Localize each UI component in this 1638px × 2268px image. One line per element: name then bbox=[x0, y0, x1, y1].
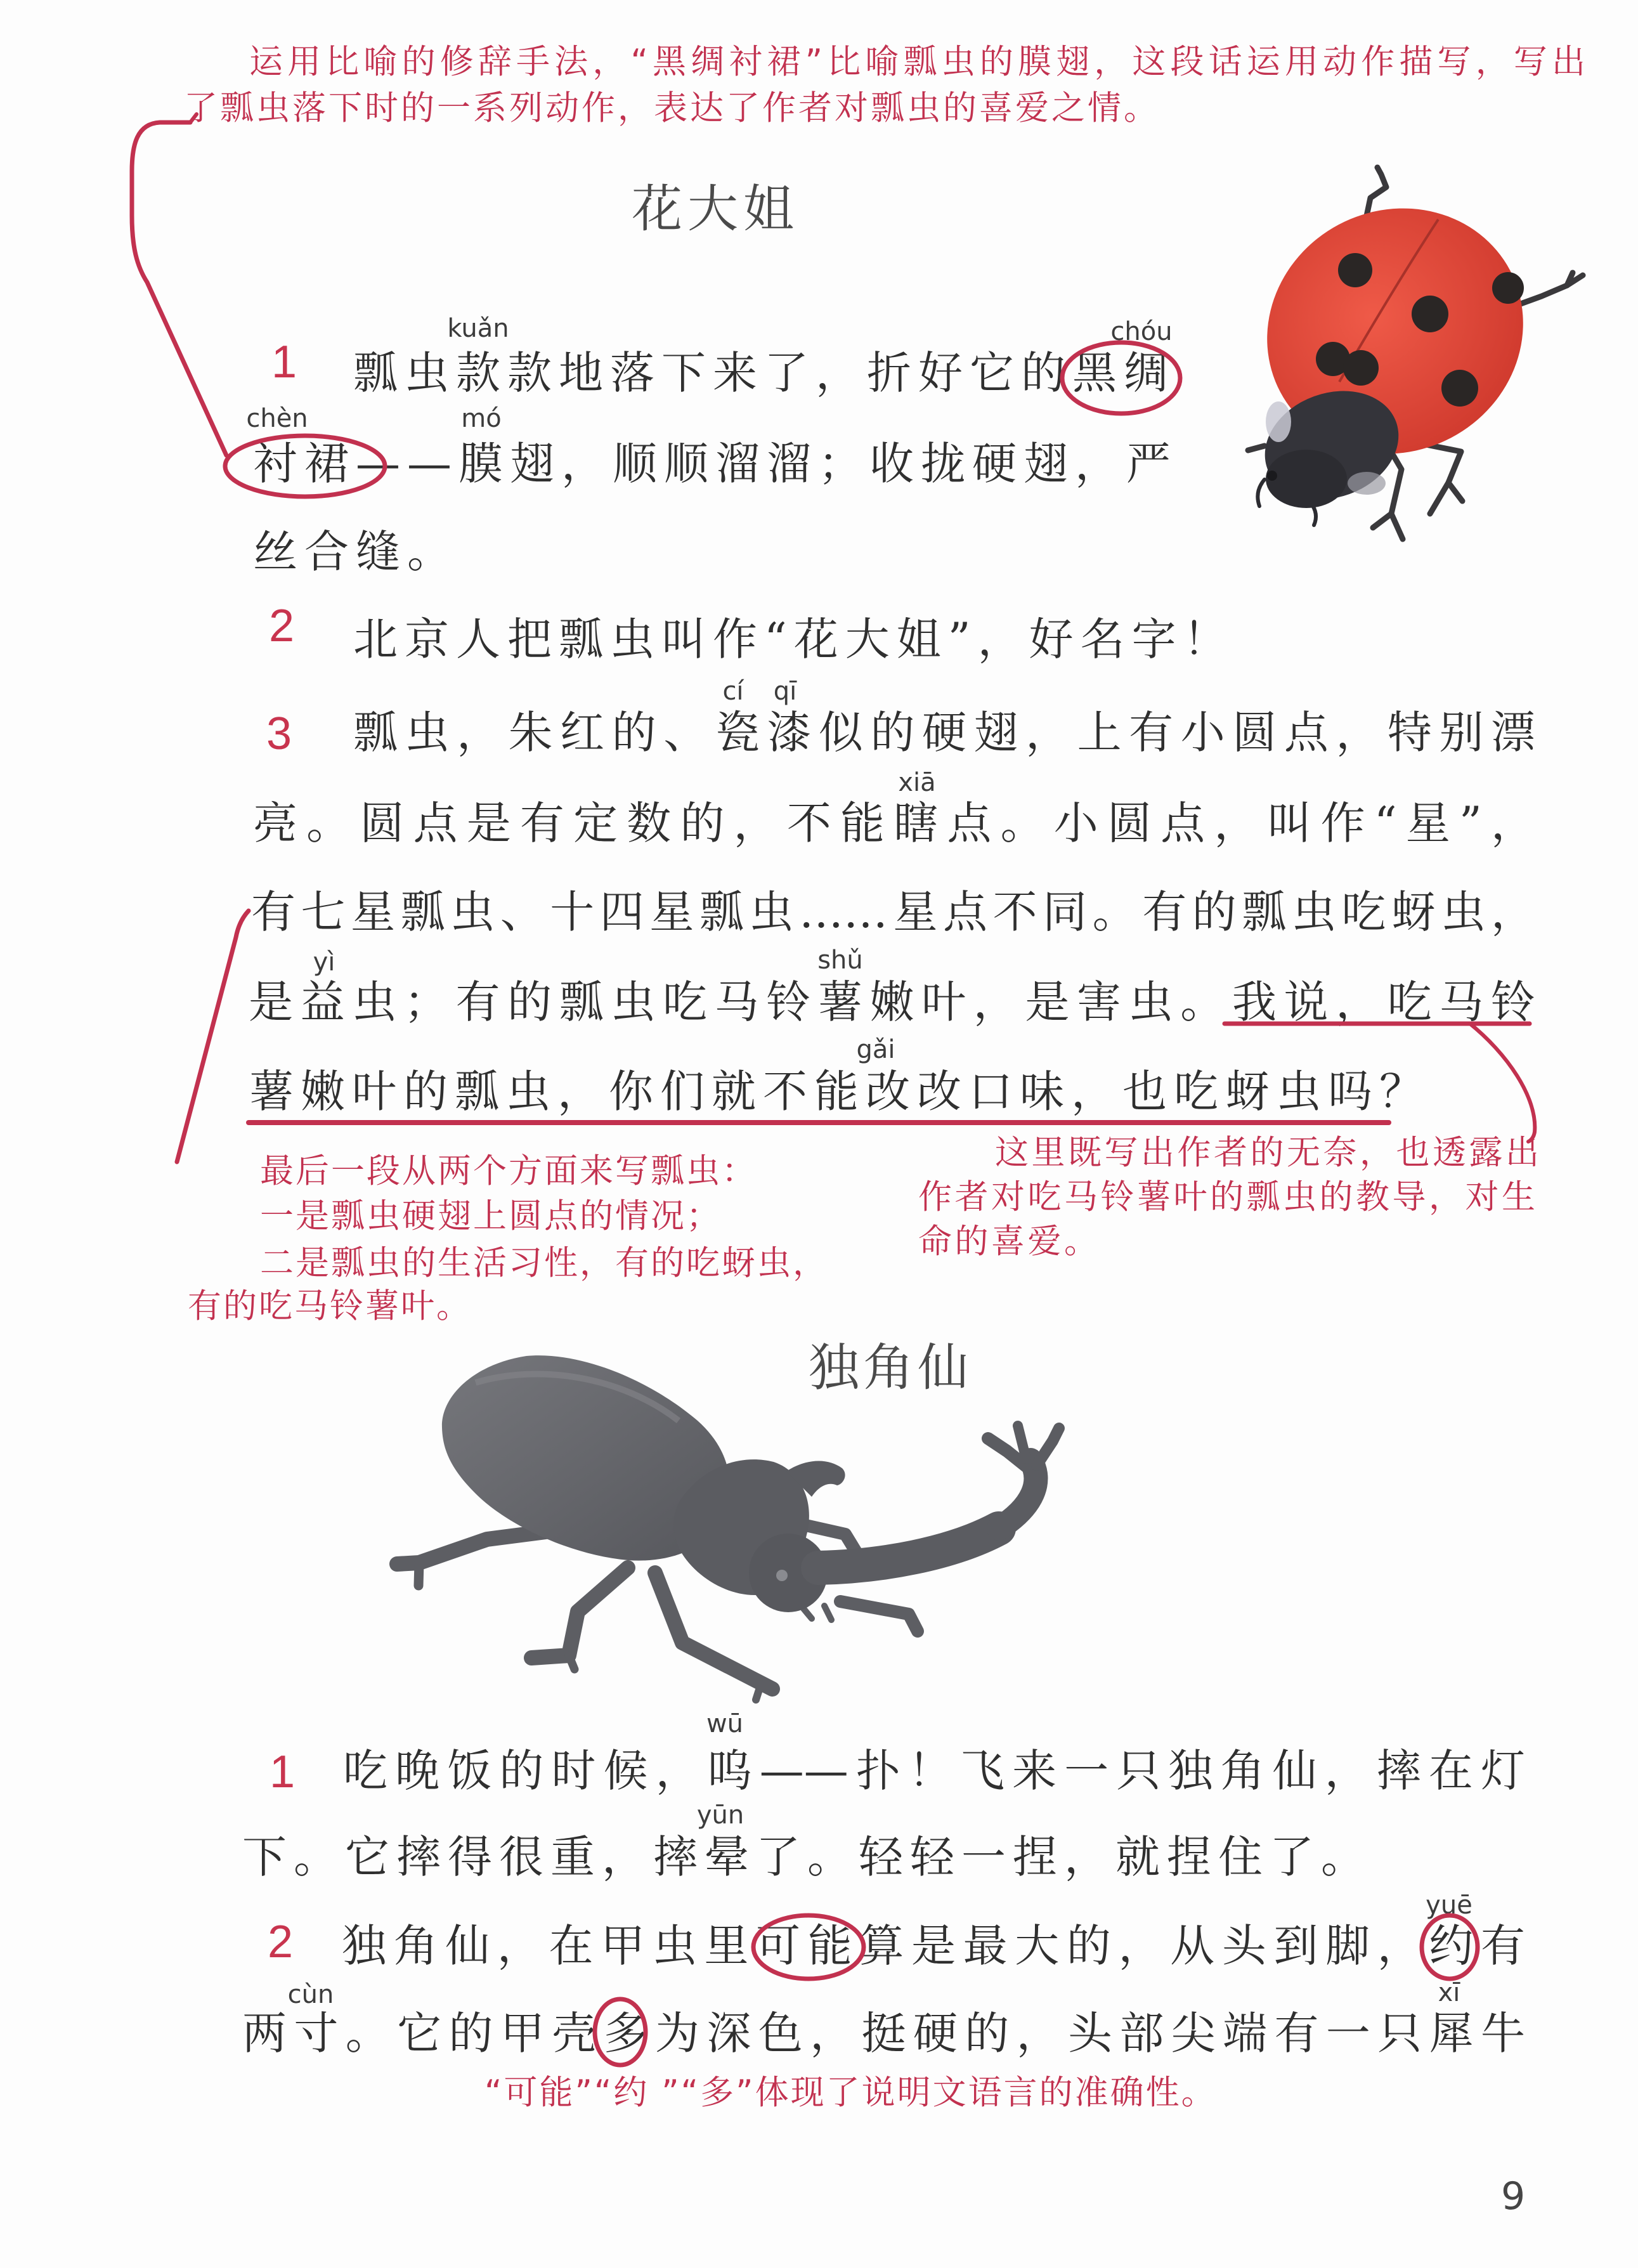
section-title-ladybug: 花大姐 bbox=[632, 179, 799, 238]
paragraph-number: 1 bbox=[270, 1747, 296, 1797]
rhinoceros-beetle-illustration bbox=[380, 1345, 1078, 1706]
annotation-top-line-1: 运用比喻的修辞手法，“黑绸衬裙”比喻瓢虫的膜翅，这段话运用动作描写，写出 bbox=[249, 42, 1585, 81]
annotation-comment-line: 这里既写出作者的无奈，也透露出 bbox=[995, 1133, 1542, 1172]
pinyin: cùn bbox=[287, 1980, 334, 2009]
bracket-line-paragraph-3 bbox=[177, 911, 249, 1162]
ladybug-illustration bbox=[1237, 159, 1592, 564]
annotation-comment-line: 命的喜爱。 bbox=[918, 1222, 1101, 1261]
text-line: 下。它摔得很重，摔晕了。轻轻一捏，就捏住了。 bbox=[242, 1831, 1372, 1883]
text-line: 薯嫩叶的瓢虫，你们就不能改改口味，也吃蚜虫吗？ bbox=[249, 1066, 1431, 1118]
text-line: 两寸。它的甲壳多为深色，挺硬的，头部尖端有一只犀牛 bbox=[242, 2007, 1525, 2059]
text-line: 亮。圆点是有定数的，不能瞎点。小圆点，叫作“星”， bbox=[253, 797, 1535, 849]
annotation-top-line-2: 了瓢虫落下时的一系列动作，表达了作者对瓢虫的喜爱之情。 bbox=[184, 89, 1160, 127]
paragraph-number: 3 bbox=[266, 708, 292, 759]
annotation-summary-line: 二是瓢虫的生活习性，有的吃蚜虫， bbox=[260, 1244, 828, 1282]
annotation-summary-line: 一是瓢虫硬翅上圆点的情况； bbox=[260, 1197, 722, 1235]
text-line: 独角仙，在甲虫里可能算是最大的，从头到脚，约有 bbox=[342, 1920, 1525, 1972]
pinyin: cí bbox=[722, 677, 744, 706]
annotation-summary-line: 有的吃马铃薯叶。 bbox=[188, 1287, 472, 1326]
annotation-comment-line: 作者对吃马铃薯叶的瓢虫的教导，对生 bbox=[918, 1178, 1538, 1216]
pinyin: xiā bbox=[898, 768, 936, 797]
pinyin: yì bbox=[313, 948, 335, 977]
pinyin: kuǎn bbox=[447, 314, 509, 343]
pinyin: mó bbox=[461, 404, 502, 433]
pinyin: chóu bbox=[1110, 317, 1173, 346]
text-line: 瓢虫款款地落下来了，折好它的黑绸 bbox=[353, 347, 1175, 399]
text-line: 瓢虫，朱红的、瓷漆似的硬翅，上有小圆点，特别漂 bbox=[353, 707, 1535, 759]
text-line: 北京人把瓢虫叫作“花大姐”，好名字！ bbox=[353, 613, 1235, 665]
pinyin: gǎi bbox=[856, 1035, 895, 1064]
ladybug-head bbox=[1266, 450, 1347, 508]
pinyin: qī bbox=[773, 677, 797, 706]
pinyin: yuē bbox=[1426, 1891, 1472, 1920]
text-line: 是益虫；有的瓢虫吃马铃薯嫩叶，是害虫。我说，吃马铃 bbox=[249, 976, 1535, 1028]
annotation-summary-line: 最后一段从两个方面来写瓢虫： bbox=[260, 1152, 757, 1190]
text-line: 衬裙——膜翅，顺顺溜溜；收拢硬翅，严 bbox=[253, 438, 1178, 490]
pinyin: yūn bbox=[696, 1801, 744, 1830]
annotation-bottom: “可能”“约 ”“多”体现了说明文语言的准确性。 bbox=[484, 2073, 1217, 2112]
connector-curve-right bbox=[1470, 1024, 1535, 1142]
paragraph-number: 2 bbox=[268, 1917, 294, 1967]
page-number: 9 bbox=[1501, 2174, 1526, 2219]
pinyin: chèn bbox=[246, 404, 308, 433]
paragraph-number: 2 bbox=[269, 601, 295, 651]
pinyin: wū bbox=[706, 1709, 744, 1738]
section-title-beetle: 独角仙 bbox=[809, 1338, 972, 1397]
text-line: 丝合缝。 bbox=[253, 526, 458, 578]
text-line: 吃晚饭的时候，呜——扑！飞来一只独角仙，摔在灯 bbox=[343, 1745, 1525, 1797]
text-line: 有七星瓢虫、十四星瓢虫……星点不同。有的瓢虫吃蚜虫， bbox=[251, 886, 1535, 938]
paragraph-number: 1 bbox=[271, 337, 297, 388]
bracket-line-top bbox=[132, 122, 226, 455]
pinyin: xī bbox=[1438, 1978, 1460, 2007]
pinyin: shǔ bbox=[817, 946, 863, 975]
